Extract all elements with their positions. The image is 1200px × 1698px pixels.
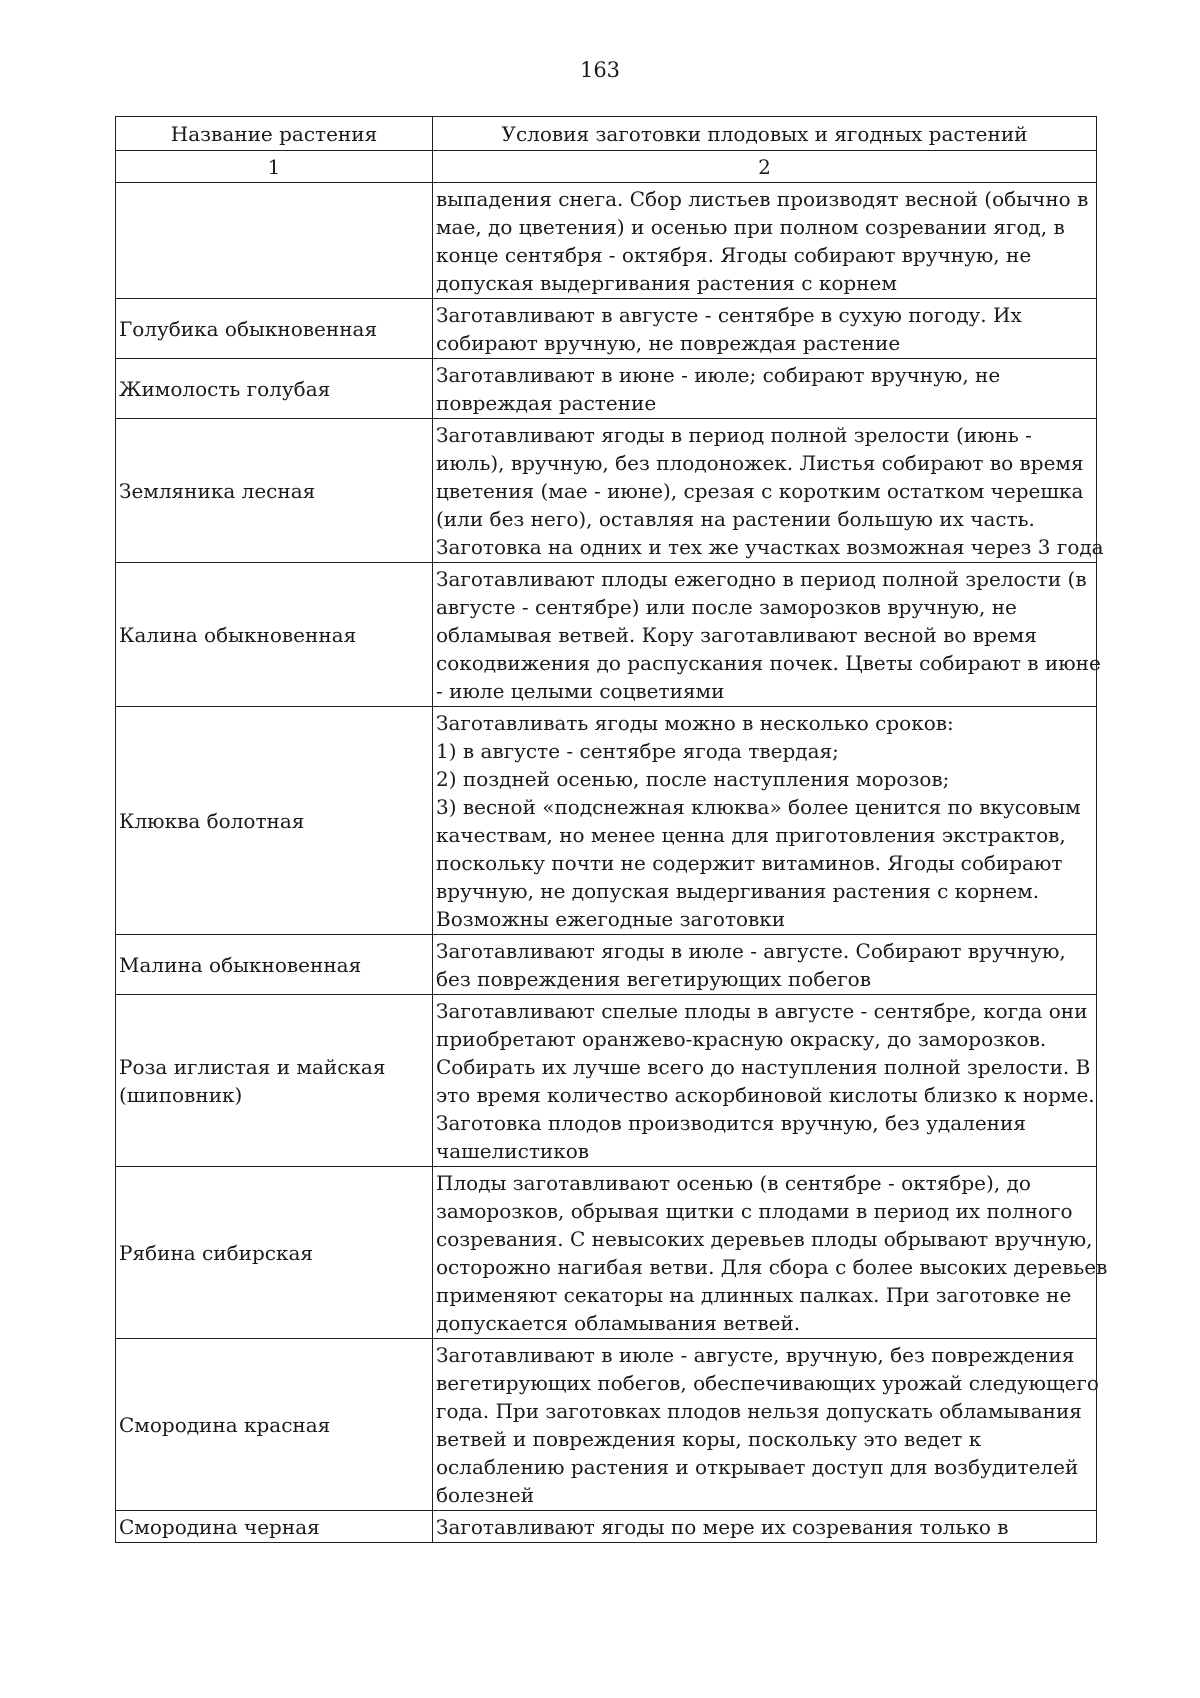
condition-text-line: ослаблению растения и открывает доступ для возбудителей — [436, 1455, 1079, 1479]
condition-text-line: года. При заготовках плодов нельзя допускать обламывания — [436, 1399, 1082, 1423]
condition-text-line: августе - сентябре) или после заморозков вручную, не — [436, 595, 1017, 619]
plant-name-cell — [116, 183, 433, 299]
condition-text-line: выпадения снега. Сбор листьев производят весной (обычно в — [436, 187, 1089, 211]
harvest-conditions-cell — [433, 1339, 1097, 1511]
condition-text-line: (или без него), оставляя на растении большую их часть. — [436, 507, 1035, 531]
condition-text-line: болезней — [436, 1483, 535, 1507]
column-number-2: 2 — [433, 151, 1097, 183]
condition-text-line: приобретают оранжево-красную окраску, до заморозков. — [436, 1027, 1047, 1051]
harvest-conditions-cell — [433, 1167, 1108, 1339]
condition-text-line: Заготавливают в июле - августе, вручную, без повреждения — [436, 1343, 1075, 1367]
table-row — [116, 359, 1097, 419]
condition-text-line: созревания. С невысоких деревьев плоды обрывают вручную, — [436, 1227, 1093, 1251]
column-number-1: 1 — [116, 151, 433, 183]
harvest-conditions-cell — [433, 935, 1097, 995]
condition-text-line: Заготавливают ягоды в период полной зрелости (июнь - — [436, 423, 1032, 447]
table-row — [116, 1339, 1097, 1511]
plant-name-cell: Смородина красная — [116, 1339, 433, 1511]
condition-text-line: Плоды заготавливают осенью (в сентябре - октябре), до — [436, 1171, 1031, 1195]
condition-text-line: Заготавливают плоды ежегодно в период полной зрелости (в — [436, 567, 1087, 591]
header-plant-name: Название растения — [116, 117, 433, 151]
harvest-conditions-cell — [433, 1511, 1097, 1543]
condition-text-line: Заготовка на одних и тех же участках возможная через 3 года — [436, 535, 1104, 559]
plant-name-cell: Голубика обыкновенная — [116, 299, 433, 359]
table-row — [116, 183, 1097, 299]
condition-text-line: Заготавливают спелые плоды в августе - сентябре, когда они — [436, 999, 1088, 1023]
harvest-conditions-cell — [433, 995, 1097, 1167]
plant-name-cell: Земляника лесная — [116, 419, 433, 563]
harvest-conditions-cell — [433, 359, 1097, 419]
condition-text-line: - июле целыми соцветиями — [436, 679, 725, 703]
harvest-conditions-cell — [433, 419, 1104, 563]
condition-text-line: ветвей и повреждения коры, поскольку это ведет к — [436, 1427, 982, 1451]
condition-text-line: качествам, но менее ценна для приготовления экстрактов, — [436, 823, 1066, 847]
condition-text-line: без повреждения вегетирующих побегов — [436, 967, 871, 991]
table-row — [116, 935, 1097, 995]
harvest-conditions-cell — [433, 183, 1097, 299]
header-harvest-conditions: Условия заготовки плодовых и ягодных растений — [433, 117, 1097, 151]
condition-text-line: Возможны ежегодные заготовки — [436, 907, 786, 931]
harvest-conditions-cell — [433, 707, 1097, 935]
condition-text-line: Заготавливают ягоды в июле - августе. Собирают вручную, — [436, 939, 1066, 963]
condition-text-line: допуская выдергивания растения с корнем — [436, 271, 897, 295]
condition-text-line: осторожно нагибая ветви. Для сбора с более высоких деревьев — [436, 1255, 1108, 1279]
condition-text-line: сокодвижения до распускания почек. Цветы собирают в июне — [436, 651, 1101, 675]
condition-text-line: 1) в августе - сентябре ягода твердая; — [436, 739, 839, 763]
condition-text-line: мае, до цветения) и осенью при полном созревании ягод, в — [436, 215, 1065, 239]
plant-name-cell: Смородина черная — [116, 1511, 433, 1543]
condition-text-line: собирают вручную, не повреждая растение — [436, 331, 901, 355]
plant-harvest-table — [115, 116, 1108, 1543]
condition-text-line: Заготавливают ягоды по мере их созревания только в — [436, 1515, 1009, 1539]
plant-name-cell: Малина обыкновенная — [116, 935, 433, 995]
condition-text-line: 2) поздней осенью, после наступления морозов; — [436, 767, 950, 791]
table-row — [116, 707, 1097, 935]
condition-text-line: вручную, не допуская выдергивания растения с корнем. — [436, 879, 1040, 903]
condition-text-line: заморозков, обрывая щитки с плодами в период их полного — [436, 1199, 1073, 1223]
condition-text-line: Заготовка плодов производится вручную, без удаления — [436, 1111, 1026, 1135]
plant-name-cell: Роза иглистая и майская (шиповник) — [116, 995, 433, 1167]
condition-text-line: это время количество аскорбиновой кислоты близко к норме. — [436, 1083, 1095, 1107]
table-row — [116, 995, 1097, 1167]
condition-text-line: Собирать их лучше всего до наступления полной зрелости. В — [436, 1055, 1091, 1079]
table-row — [116, 1167, 1097, 1339]
column-number-row — [116, 151, 1097, 183]
table-body — [116, 183, 1108, 1543]
condition-text-line: повреждая растение — [436, 391, 657, 415]
table-row — [116, 563, 1097, 707]
condition-text-line: Заготавливают в июне - июле; собирают вручную, не — [436, 363, 1001, 387]
condition-text-line: Заготавливать ягоды можно в несколько сроков: — [436, 711, 954, 735]
plant-name-cell: Калина обыкновенная — [116, 563, 433, 707]
condition-text-line: применяют секаторы на длинных палках. При заготовке не — [436, 1283, 1072, 1307]
condition-text-line: допускается обламывания ветвей. — [436, 1311, 801, 1335]
table-row — [116, 299, 1097, 359]
condition-text-line: 3) весной «подснежная клюква» более ценится по вкусовым — [436, 795, 1081, 819]
table-header-row — [116, 117, 1097, 151]
page-number: 163 — [579, 58, 621, 82]
condition-text-line: Заготавливают в августе - сентябре в сухую погоду. Их — [436, 303, 1022, 327]
condition-text-line: поскольку почти не содержит витаминов. Ягоды собирают — [436, 851, 1063, 875]
condition-text-line: июль), вручную, без плодоножек. Листья собирают во время — [436, 451, 1084, 475]
plant-name-cell: Рябина сибирская — [116, 1167, 433, 1339]
condition-text-line: конце сентября - октября. Ягоды собирают вручную, не — [436, 243, 1032, 267]
condition-text-line: чашелистиков — [436, 1139, 590, 1163]
condition-text-line: обламывая ветвей. Кору заготавливают весной во время — [436, 623, 1037, 647]
harvest-conditions-cell — [433, 563, 1101, 707]
plant-name-cell: Клюква болотная — [116, 707, 433, 935]
condition-text-line: цветения (мае - июне), срезая с коротким остатком черешка — [436, 479, 1084, 503]
table-row — [116, 1511, 1097, 1543]
condition-text-line: вегетирующих побегов, обеспечивающих урожай следующего — [436, 1371, 1099, 1395]
harvest-conditions-cell — [433, 299, 1097, 359]
table-row — [116, 419, 1097, 563]
plant-name-cell: Жимолость голубая — [116, 359, 433, 419]
